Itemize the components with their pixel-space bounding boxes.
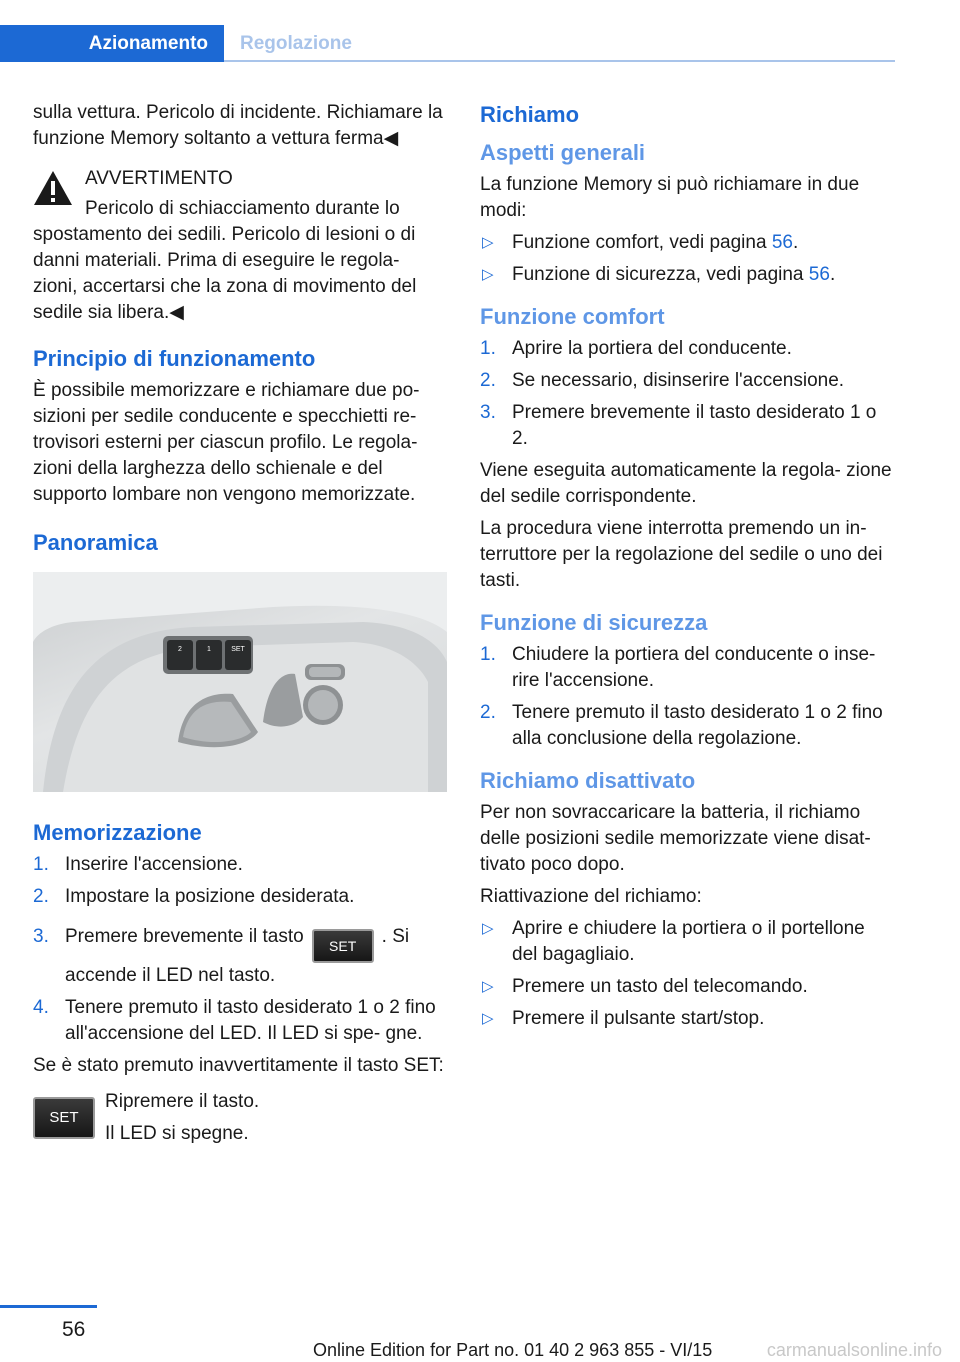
recall-heading: Richiamo (480, 102, 580, 127)
list-item: 1. Aprire la portiera del conducente. (480, 338, 792, 359)
accidental-text: Se è stato premuto inavvertitamente il tasto SET: (33, 1055, 444, 1076)
warning-line1: Pericolo di schiacciamento durante lo (85, 198, 400, 219)
comfort-text-2: La procedura viene interrotta premendo un in- terruttore per la regolazione del sedile o uno dei tasti. (480, 518, 883, 591)
right-column (480, 100, 895, 1038)
list-item: 3. Premere brevemente il tasto desiderato 1 o 2. (480, 402, 877, 449)
disabled-text: Per non sovraccaricare la batteria, il richiamo delle posizioni sedile memorizzate viene disat- tivato poco dopo. (480, 802, 871, 875)
warning-text: spostamento dei sedili. Pericolo di lesioni o di danni materiali. Prima di eseguire le regola- zioni, accertarsi che la zona di movimento del sedile sia libera.◀ (33, 224, 417, 323)
comfort-text-1: Viene eseguita automaticamente la regola- zione del sedile corrispondente. (480, 460, 892, 507)
list-item: 4. Tenere premuto il tasto desiderato 1 o 2 fino all'accensione del LED. Il LED si spe- gne. (33, 997, 436, 1044)
comfort-steps (480, 336, 895, 452)
list-item: ▷ Premere il pulsante start/stop. (480, 1006, 895, 1032)
principle-text: È possibile memorizzare e richiamare due po- sizioni per sedile conducente e specchietti re- trovisori esterni per ciascun profilo. Le regola- zioni della larghezza dello schienale e del supporto lombare non vengono memorizzate. (33, 380, 420, 505)
watermark: carmanualsonline.info (766, 1340, 942, 1360)
list-item: 3. Premere brevemente il tasto SET . Si accende il LED nel tasto. (33, 926, 410, 986)
tab-regolazione[interactable]: Regolazione (240, 32, 352, 54)
list-item: 2. Impostare la posizione desiderata. (33, 886, 355, 907)
triangle-bullet-icon: ▷ (482, 978, 494, 995)
triangle-bullet-icon: ▷ (482, 1010, 494, 1027)
general-heading: Aspetti generali (480, 140, 646, 165)
list-item: 1. Chiudere la portiera del conducente o inse- rire l'accensione. (480, 644, 876, 691)
reactivation-list (480, 916, 895, 1032)
led-off-text: Il LED si spegne. (105, 1123, 249, 1144)
press-again-text: Ripremere il tasto. (105, 1091, 260, 1112)
warning-title: AVVERTIMENTO (85, 168, 233, 189)
disabled-heading: Richiamo disattivato (480, 768, 696, 793)
list-item: 1. Inserire l'accensione. (33, 854, 243, 875)
list-item: ▷ Funzione di sicurezza, vedi pagina 56. (480, 262, 895, 288)
triangle-bullet-icon: ▷ (482, 234, 494, 251)
list-item: 2. Tenere premuto il tasto desiderato 1 o 2 fino alla conclusione della regolazione. (480, 702, 883, 749)
photo-button-set: SET (231, 646, 245, 653)
overview-heading: Panoramica (33, 530, 158, 555)
seat-panel-illustration (33, 572, 447, 792)
list-item: ▷ Premere un tasto del telecomando. (480, 974, 895, 1000)
comfort-heading: Funzione comfort (480, 304, 665, 329)
set-button-icon: SET (312, 929, 374, 963)
tab-azionamento[interactable]: Azionamento (0, 25, 224, 62)
intro-text: sulla vettura. Pericolo di incidente. Richiamare la funzione Memory soltanto a vettura ferma◀ (33, 102, 443, 149)
general-list (480, 230, 895, 288)
memorization-steps (33, 852, 449, 1047)
warning-icon (33, 170, 73, 206)
safety-heading: Funzione di sicurezza (480, 610, 708, 635)
tab-divider-line (224, 60, 895, 62)
safety-steps (480, 642, 895, 752)
edition-text: Online Edition for Part no. 01 40 2 963 855 - VI/15 (313, 1340, 713, 1360)
warning-block (33, 166, 449, 326)
list-item: ▷ Aprire e chiudere la portiera o il portellone del bagagliaio. (482, 918, 865, 965)
page-number: 56 (62, 1318, 86, 1341)
list-item: ▷ Funzione comfort, vedi pagina 56. (480, 230, 895, 256)
page-link[interactable]: 56 (808, 264, 830, 285)
seat-controls-photo (33, 572, 447, 792)
principle-heading: Principio di funzionamento (33, 346, 316, 371)
list-item: 2. Se necessario, disinserire l'accensione. (480, 370, 845, 391)
page-link[interactable]: 56 (771, 232, 793, 253)
set-button-icon: SET (33, 1097, 95, 1139)
photo-button-1: 1 (207, 646, 211, 653)
set-note-block (33, 1089, 449, 1147)
footer-accent-line (0, 1305, 97, 1308)
left-column (33, 100, 449, 1153)
memorization-heading: Memorizzazione (33, 820, 202, 845)
triangle-bullet-icon: ▷ (482, 266, 494, 283)
header-tabbar (0, 25, 895, 62)
general-text: La funzione Memory si può richiamare in due modi: (480, 174, 860, 221)
triangle-bullet-icon: ▷ (482, 920, 494, 937)
reactivation-label: Riattivazione del richiamo: (480, 886, 702, 907)
photo-button-2: 2 (178, 646, 182, 653)
